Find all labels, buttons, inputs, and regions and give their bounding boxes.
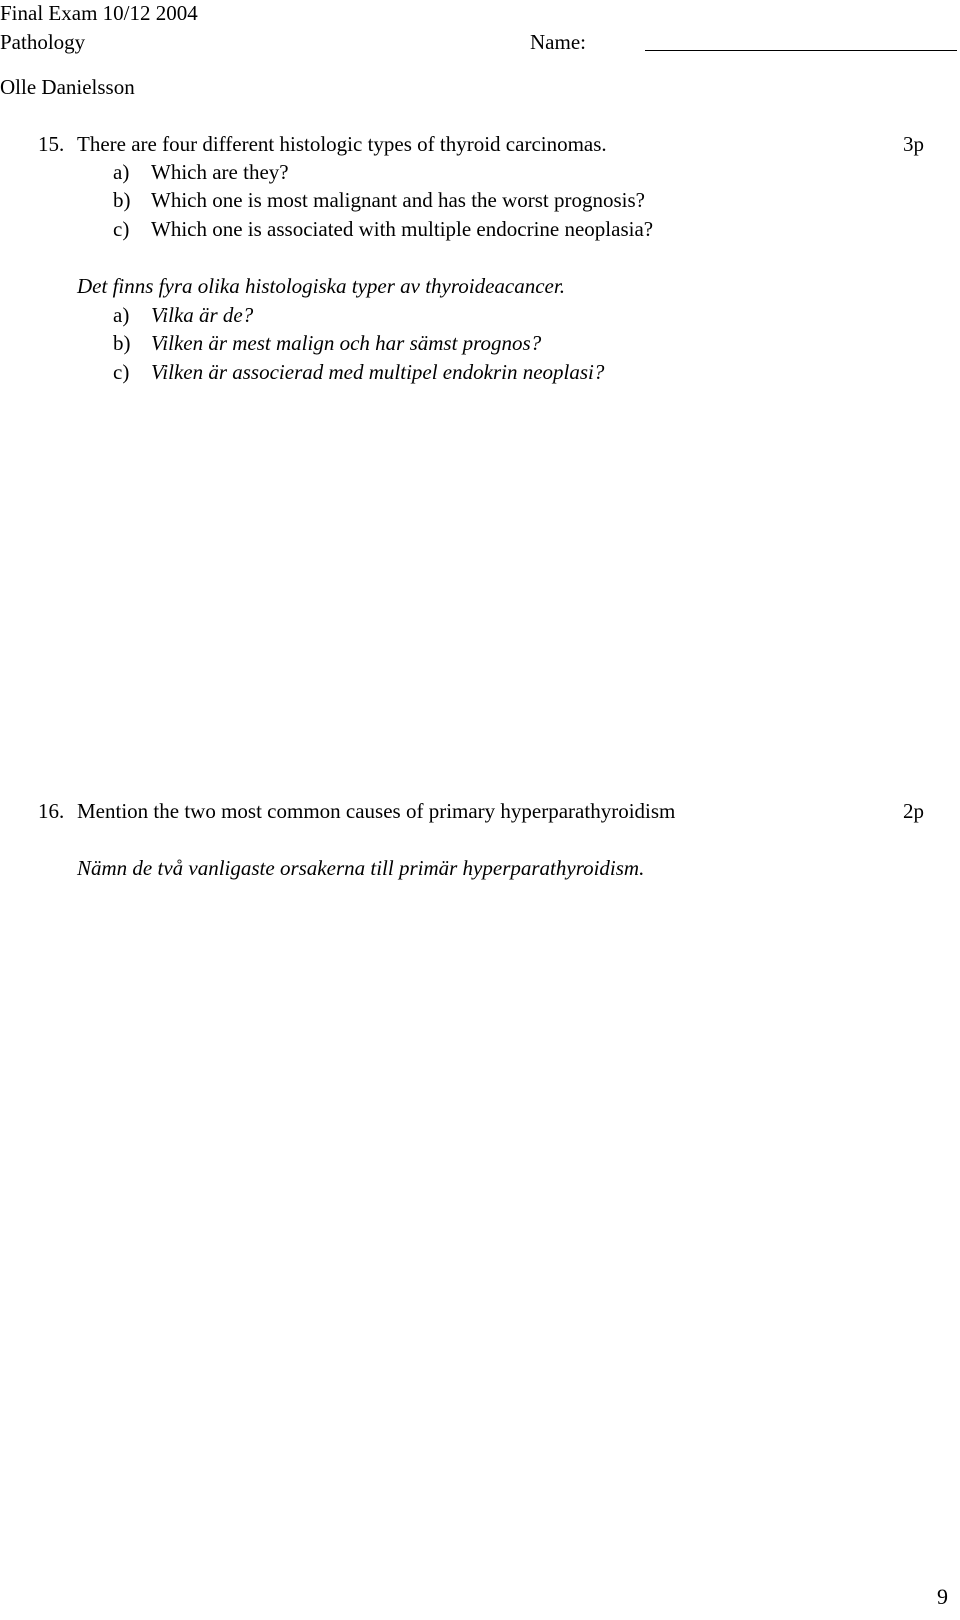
question-16-text: Mention the two most common causes of primary hyperparathyroidism — [77, 799, 676, 823]
question-16-translation: Nämn de två vanligaste orsakerna till primär hyperparathyroidism. — [77, 856, 645, 880]
page-number: 9 — [937, 1584, 948, 1609]
question-15-sub-a-marker: a) — [113, 160, 130, 184]
question-15-translation-sub-b-marker: b) — [113, 331, 131, 355]
question-15-translation-sub-a-marker: a) — [113, 303, 130, 327]
subject: Pathology — [0, 30, 86, 54]
author: Olle Danielsson — [0, 75, 135, 99]
question-15-sub-c-marker: c) — [113, 217, 130, 241]
question-15-translation-sub-b-text: Vilken är mest malign och har sämst prognos? — [151, 331, 542, 355]
question-16-number: 16. — [38, 799, 65, 823]
question-15-translation-sub-c-marker: c) — [113, 360, 130, 384]
question-15-sub-b-text: Which one is most malignant and has the worst prognosis? — [151, 188, 646, 212]
question-15-translation-sub-c-text: Vilken är associerad med multipel endokrin neoplasi? — [151, 360, 605, 384]
question-15-sub-a-text: Which are they? — [151, 160, 289, 184]
name-label: Name: — [530, 30, 586, 54]
question-15-text: There are four different histologic types of thyroid carcinomas. — [77, 132, 607, 156]
question-15-points: 3p — [903, 132, 924, 156]
question-15-sub-b-marker: b) — [113, 188, 131, 212]
question-15-translation: Det finns fyra olika histologiska typer av thyroideacancer. — [77, 274, 565, 298]
question-15-number: 15. — [38, 132, 65, 156]
exam-title: Final Exam 10/12 2004 — [0, 1, 198, 25]
question-15-translation-sub-a-text: Vilka är de? — [151, 303, 254, 327]
question-16-points: 2p — [903, 799, 924, 823]
name-blank-line — [645, 50, 957, 51]
question-15-sub-c-text: Which one is associated with multiple endocrine neoplasia? — [151, 217, 654, 241]
